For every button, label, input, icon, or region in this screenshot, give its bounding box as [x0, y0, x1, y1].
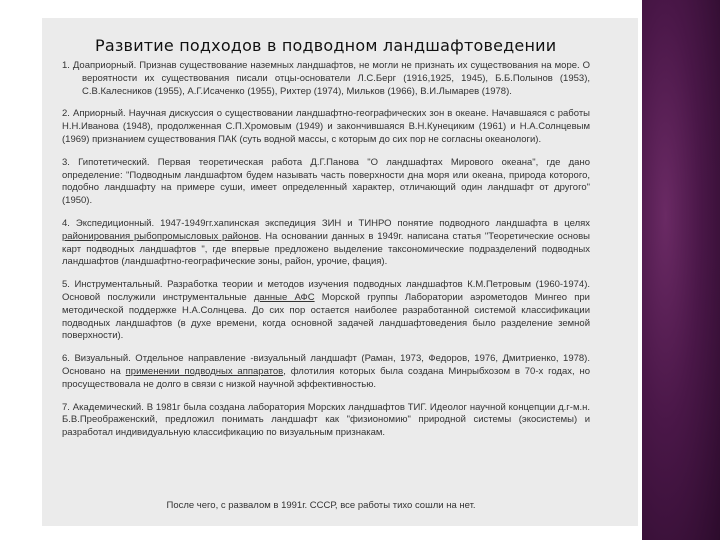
- slide-title: Развитие подходов в подводном ландшафтоведении: [95, 36, 557, 55]
- paragraph-list: [62, 60, 590, 450]
- paragraph-text: , флотилия которых была создана Минрыбхозом в 70-х годах, но просуществовала не долго в связи с низкой научной эффективностью.: [62, 365, 590, 390]
- paragraph-text: 1. Доаприорный. Признав существование наземных ландшафтов, не могли не признать их существования на море. О вероятности их существования писали отцы-основатели Л.С.Берг (1916,1925, 1945), Б.Б.Полынов (1953), С.В.Калесников (1955), А.Г.Исаченко (1955), Рихтер (1974), Мильков (1966), В.И.Лымарев (1978).: [62, 60, 590, 97]
- paragraph-pre-a-priori: [62, 60, 590, 98]
- paragraph-hypothetical: [62, 157, 590, 208]
- paragraph-text: 2. Априорный. Научная дискуссия о существовании ландшафтно-географических зон в океане. Начавшаяся с работы Н.Н.Иванова (1948), продолженная С.П.Хромовым (1949) и закончившаяся В.Н.Кунециким (1961) и Н.А.Солнцевым (1969) признанием существования ПАК (суть водной массы, с которым до сих пор не согласны океанологи).: [62, 108, 590, 145]
- paragraph-visual: [62, 353, 590, 391]
- paragraph-text: 6. Визуальный. Отдельное направление -визуальный ландшафт (Раман, 1973, Федоров, 1976, Дмитриенко, 1978). Основано на: [62, 353, 590, 377]
- paragraph-instrumental: [62, 279, 590, 343]
- paragraph-text: Морской группы Лаборатории аэрометодов Мингео при методической поддержке Н.А.Солнцева. До сих пор остается наиболее разработанной системой классификации подводных ландшафтов (в духе времени, когда основной задачей ландшафтоведения было разделение земной поверхности).: [62, 291, 590, 342]
- paragraph-a-priori: [62, 108, 590, 146]
- paragraph-text: 5. Инструментальный. Разработка теории и методов изучения подводных ландшафтов К.М.Петровым (1960-1974). Основой послужили инструментальные: [62, 279, 590, 303]
- paragraph-text: . На основании данных в 1949г. написана статья "Теоретические основы карт подводных ландшафтов ", где впервые предложено выделение таксономические подразделений подводных ландшафтов (ландшафтно-географические зоны, район, урочие, фация).: [62, 230, 590, 268]
- paragraph-text: 3. Гипотетический. Первая теоретическая работа Д.Г.Панова "О ландшафтах Мирового океана", где дано определение: "Подводным ландшафтом будем называть часть поверхности дна моря или океана, природа которого, подобно ландшафту на примере суши, имеет определенный характер, отличающий один ландшафт от другого" (1950).: [62, 156, 590, 207]
- decorative-side-band: [642, 0, 720, 540]
- paragraph-text: 4. Экспедиционный. 1947-1949гг.хапинская экспедиция ЗИН и ТИНРО понятие подводного ландшафта в целях: [62, 217, 590, 229]
- paragraph-academic: [62, 402, 590, 440]
- paragraph-expedition: [62, 218, 590, 269]
- underlined-term: районирования рыбопромысловых районов: [62, 230, 259, 242]
- paragraph-text: 7. Академический. В 1981г была создана лаборатория Морских ландшафтов ТИГ. Идеолог научной концепции д.г-м.н. Б.В.Преображенский, предложил понимать ландшафт как "физиономию" природной системы (экосистемы) и разработал индивидуальную классификацию по визуальным признакам.: [62, 401, 590, 439]
- underlined-term: применении подводных аппаратов: [125, 365, 284, 377]
- closing-statement: После чего, с развалом в 1991г. СССР, все работы тихо сошли на нет.: [166, 500, 476, 511]
- underlined-term: данные АФС: [253, 291, 315, 303]
